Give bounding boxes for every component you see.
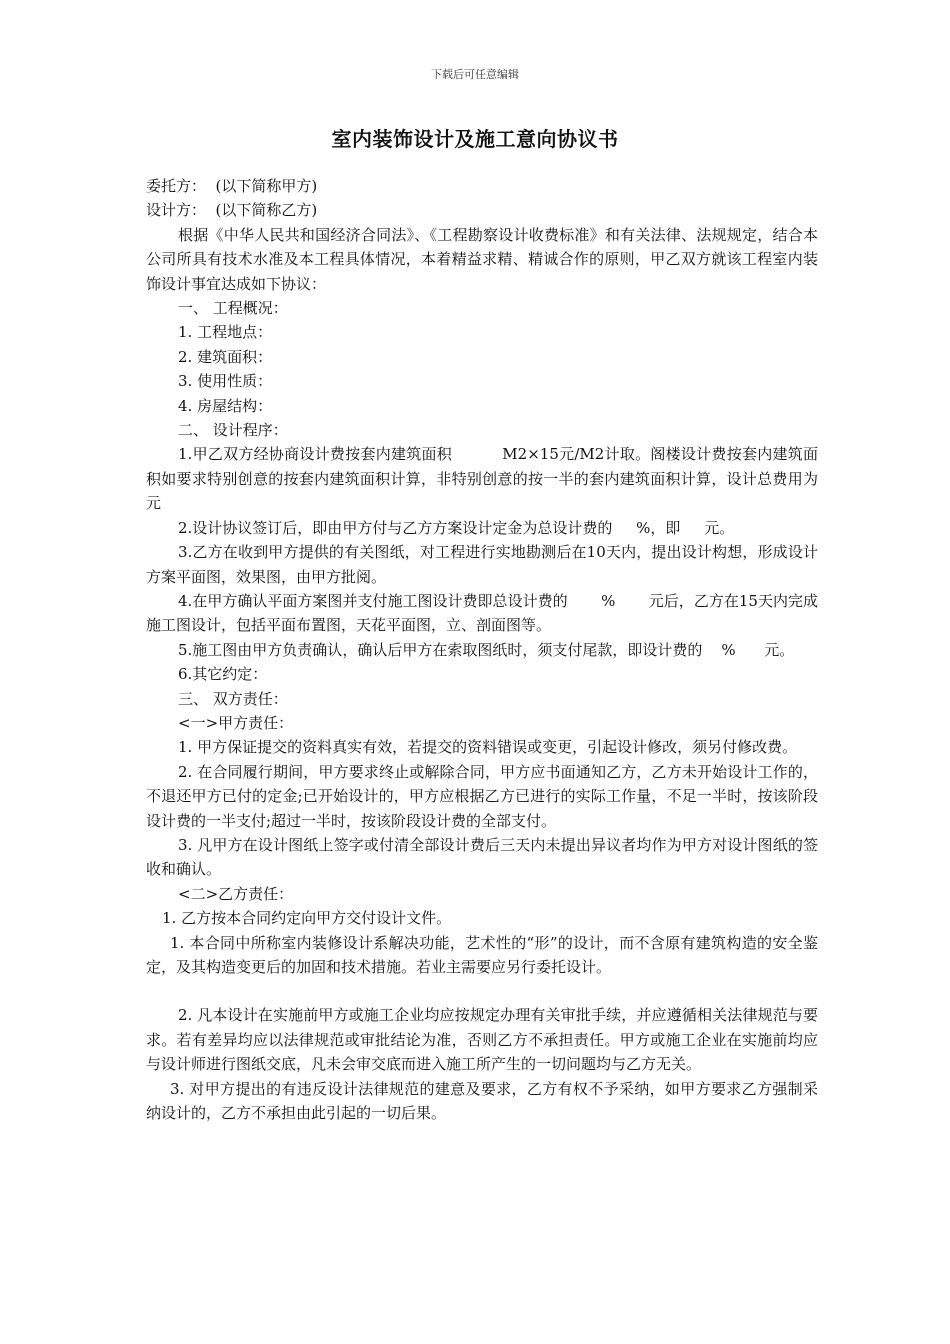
client-party-line: 委托方： (以下简称甲方)	[146, 177, 318, 195]
overview-item: 2. 建筑面积：	[178, 347, 273, 366]
party-b-item: 1. 乙方按本合同约定向甲方交付设计文件。	[162, 909, 452, 928]
overview-item: 4. 房屋结构：	[178, 396, 273, 415]
procedure-item: 6.其它约定：	[178, 665, 268, 684]
procedure-item: 1.甲乙双方经协商设计费按套内建筑面积 M2×15元/M2计取。阁楼设计费按套内建筑面积如要求特别创意的按套内建筑面积计算，非特别创意的按一半的套内建筑面积计算，设计总费用为 元	[146, 445, 866, 513]
procedure-item: 3.乙方在收到甲方提供的有关图纸，对工程进行实地勘测后在10天内，提出设计构想，形成设计方案平面图，效果图，由甲方批阅。	[146, 543, 818, 586]
blank-line	[146, 979, 818, 1003]
party-a-item: 2. 在合同履行期间，甲方要求终止或解除合同，甲方应书面通知乙方，乙方未开始设计工作的，不退还甲方已付的定金;已开始设计的，甲方应根据乙方已进行的实际工作量，不足一半时，按该阶段设计费的一半支付;超过一半时，按该阶段设计费的全部支付。	[146, 762, 818, 830]
procedure-item: 4.在甲方确认平面方案图并支付施工图设计费即总设计费的 % 元后，乙方在15天内完成施工图设计，包括平面布置图，天花平面图，立、剖面图等。	[146, 591, 818, 635]
overview-item: 1. 工程地点：	[178, 323, 273, 342]
overview-item: 3. 使用性质：	[178, 372, 273, 391]
party-a-item: 3. 凡甲方在设计图纸上签字或付清全部设计费后三天内未提出异议者均作为甲方对设计图纸的签收和确认。	[146, 835, 818, 879]
document-title: 室内装饰设计及施工意向协议书	[331, 127, 619, 151]
intro-paragraph: 根据《中华人民共和国经济合同法》、《工程勘察设计收费标准》和有关法律、法规规定，结合本公司所具有技术水准及本工程具体情况，本着精益求精、精诚合作的原则，甲乙双方就该工程室内装饰设计事宜达成如下协议：	[146, 225, 818, 293]
party-a-heading: <一>甲方责任：	[178, 713, 294, 732]
section-heading-responsibilities: 三、 双方责任：	[178, 689, 288, 708]
party-b-item: 1. 本合同中所称室内装修设计系解决功能，艺术性的“形”的设计，而不含原有建筑构造的安全鉴定，及其构造变更后的加固和技术措施。若业主需要应另行委托设计。	[146, 933, 818, 976]
section-heading-overview: 一、 工程概况：	[178, 299, 288, 318]
procedure-item: 5.施工图由甲方负责确认，确认后甲方在索取图纸时，须支付尾款，即设计费的 % 元。	[178, 640, 795, 659]
party-b-item: 2. 凡本设计在实施前甲方或施工企业均应按规定办理有关审批手续，并应遵循相关法律规范与要求。若有差异均应以法律规范或审批结论为准，否则乙方不承担责任。甲方或施工企业在实施前均应与设计师进行图纸交底，凡未会审交底而进入施工所产生的一切问题均与乙方无关。	[146, 1006, 818, 1074]
document-body	[146, 174, 866, 1125]
party-a-item: 1. 甲方保证提交的资料真实有效，若提交的资料错误或变更，引起设计修改，须另付修改费。	[178, 738, 798, 757]
section-heading-procedure: 二、 设计程序：	[178, 421, 288, 440]
party-b-item: 3. 对甲方提出的有违反设计法律规范的建意及要求，乙方有权不予采纳，如甲方要求乙方强制采纳设计的，乙方不承担由此引起的一切后果。	[146, 1079, 818, 1123]
designer-party-line: 设计方： (以下简称乙方)	[146, 201, 318, 220]
party-b-heading: <二>乙方责任：	[178, 884, 294, 903]
procedure-item: 2.设计协议签订后，即由甲方付与乙方方案设计定金为总设计费的 %，即 元。	[178, 518, 735, 537]
header-note: 下载后可任意编辑	[431, 68, 519, 81]
